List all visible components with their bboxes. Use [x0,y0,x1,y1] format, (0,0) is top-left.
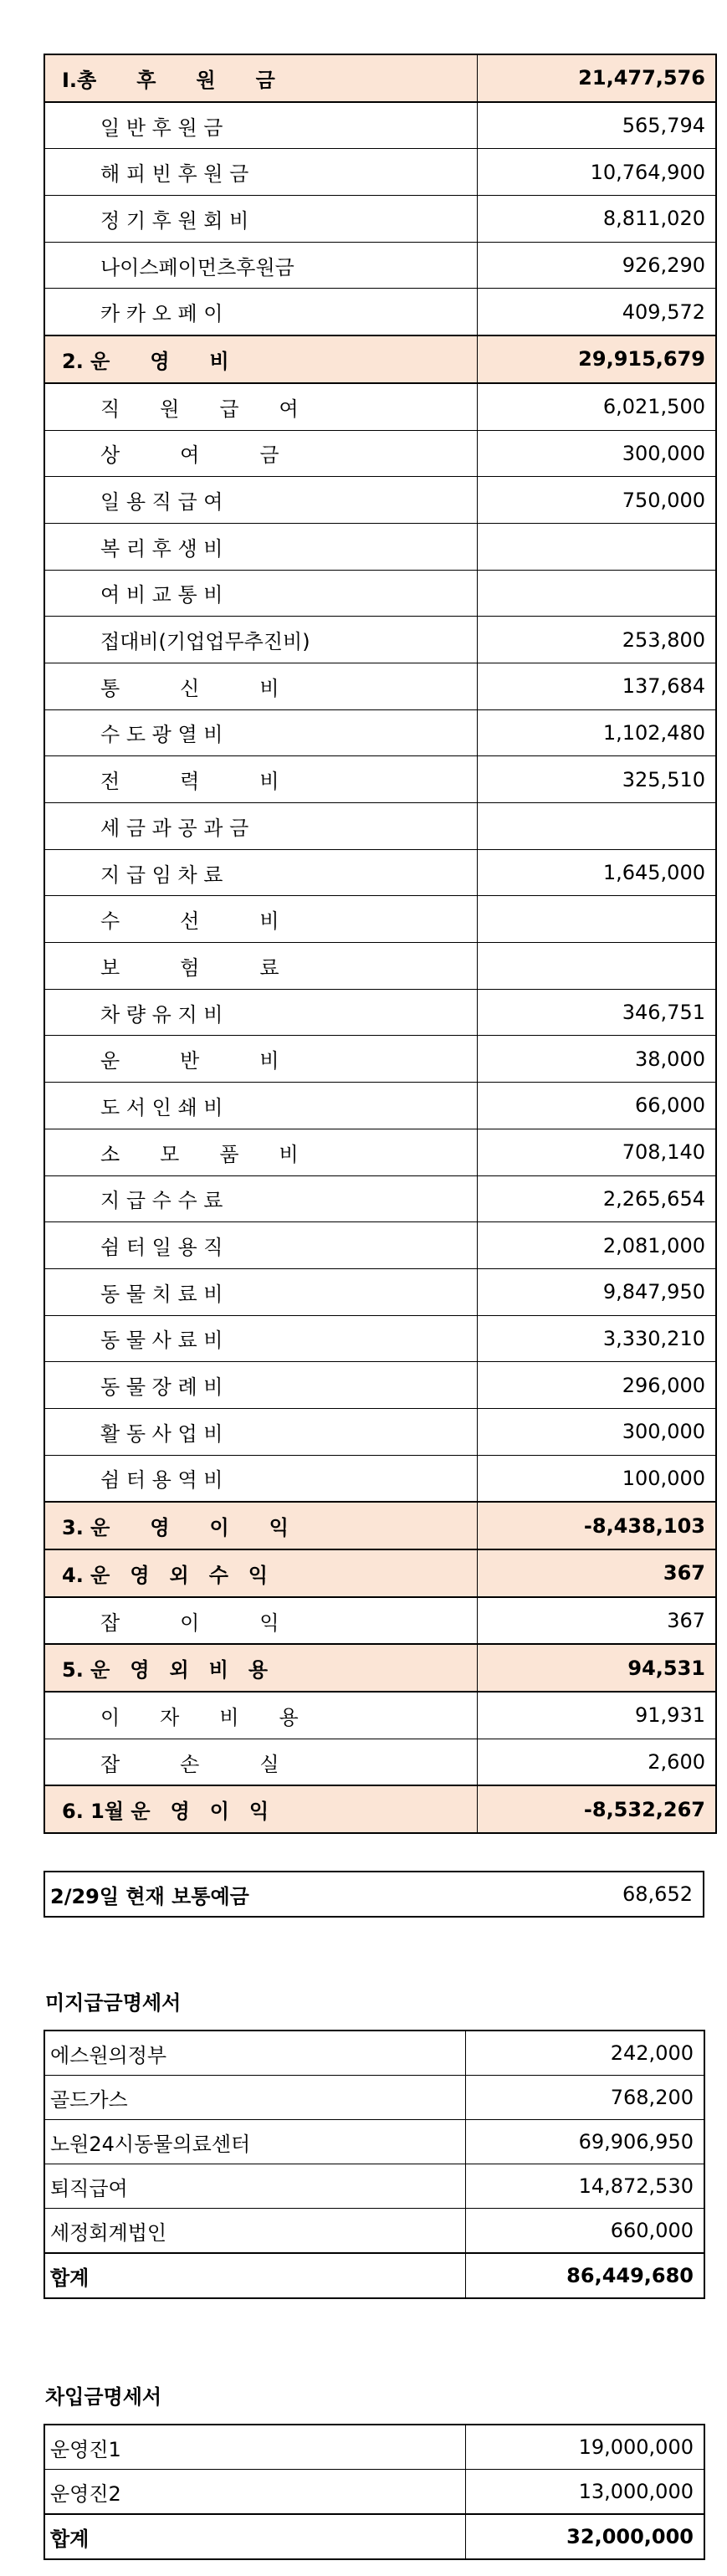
statement-item-row [44,803,716,850]
bank-balance-label: 2/29일 현재 보통예금 [50,1884,249,1908]
statement-section-row-label: 2. 운 영 비 [44,335,478,383]
statement-item-row [44,102,716,149]
statement-item-row-value: 346,751 [478,989,717,1036]
statement-item-row-label: 정 기 후 원 회 비 [44,196,478,243]
statement-item-row [44,663,716,709]
statement-item-row-label: 상 여 금 [44,430,478,477]
statement-item-row-label: 지 급 임 차 료 [44,849,478,896]
statement-item-row-label: 활 동 사 업 비 [44,1408,478,1455]
statement-item-row-value: 100,000 [478,1455,717,1502]
statement-item-row-label: 쉼 터 용 역 비 [44,1455,478,1502]
statement-item-row-value: 367 [478,1597,717,1645]
statement-item-row [44,1315,716,1362]
statement-item-row [44,1129,716,1175]
statement-item-row-label: 운 반 비 [44,1036,478,1083]
payables-row-value: 242,000 [466,2031,705,2076]
statement-item-row [44,242,716,289]
statement-item-row [44,896,716,943]
statement-item-row [44,1175,716,1222]
statement-section-row [44,1549,716,1597]
statement-item-row [44,383,716,430]
statement-item-row [44,1597,716,1645]
loans-row-label: 운영진1 [44,2425,466,2470]
statement-item-row-value: 565,794 [478,102,717,149]
statement-section-row-value: 21,477,576 [478,54,717,102]
payables-total-row [44,2253,704,2298]
statement-item-row [44,1036,716,1083]
payables-row-value: 768,200 [466,2076,705,2120]
statement-item-row-label: 일 반 후 원 금 [44,102,478,149]
statement-item-row-label: 잡 이 익 [44,1597,478,1645]
income-statement-body [44,54,716,1833]
loans-row-value: 19,000,000 [466,2425,705,2470]
statement-item-row-label: 동 물 사 료 비 [44,1315,478,1362]
statement-item-row-value: 1,102,480 [478,709,717,756]
statement-item-row [44,149,716,196]
statement-item-row-value: 10,764,900 [478,149,717,196]
statement-item-row-value [478,570,717,617]
statement-item-row [44,617,716,663]
statement-item-row [44,756,716,803]
statement-section-row [44,1502,716,1549]
loans-row-value: 13,000,000 [466,2470,705,2515]
payables-total-row-value: 86,449,680 [466,2253,705,2298]
statement-item-row-value: 2,600 [478,1739,717,1785]
payables-row-label: 에스원의정부 [44,2031,466,2076]
statement-item-row-label: 차 량 유 지 비 [44,989,478,1036]
statement-item-row-label: 동 물 장 례 비 [44,1362,478,1409]
statement-section-row-label: 4. 운 영 외 수 익 [44,1549,478,1597]
statement-item-row [44,196,716,243]
payables-row [44,2120,704,2164]
statement-item-row-value: 2,081,000 [478,1222,717,1269]
statement-item-row-value [478,523,717,570]
payables-row-label: 퇴직급여 [44,2164,466,2209]
statement-item-row-label: 수 도 광 열 비 [44,709,478,756]
statement-item-row-label: 수 선 비 [44,896,478,943]
statement-item-row-label: 이 자 비 용 [44,1692,478,1739]
loans-total-row-label: 합계 [44,2514,466,2559]
statement-item-row-label: 도 서 인 쇄 비 [44,1083,478,1129]
statement-item-row-value: 137,684 [478,663,717,709]
statement-section-row [44,335,716,383]
statement-item-row [44,523,716,570]
payables-row-value: 660,000 [466,2209,705,2254]
statement-item-row-value [478,803,717,850]
statement-item-row [44,1362,716,1409]
statement-item-row-value: 3,330,210 [478,1315,717,1362]
statement-item-row-label: 일 용 직 급 여 [44,477,478,524]
statement-item-row-label: 여 비 교 통 비 [44,570,478,617]
payables-row-value: 69,906,950 [466,2120,705,2164]
statement-item-row [44,477,716,524]
statement-section-row-value: -8,438,103 [478,1502,717,1549]
payables-row [44,2076,704,2120]
payables-row-label: 세정회계법인 [44,2209,466,2254]
statement-item-row-value: 708,140 [478,1129,717,1175]
payables-table [44,2030,705,2299]
statement-section-row [44,54,716,102]
statement-item-row [44,1268,716,1315]
statement-section-row-label: 3. 운 영 이 익 [44,1502,478,1549]
statement-item-row [44,943,716,990]
statement-item-row [44,1408,716,1455]
payables-title: 미지급금명세서 [45,1991,182,2015]
statement-item-row-value: 325,510 [478,756,717,803]
statement-item-row [44,1222,716,1269]
statement-item-row-value: 6,021,500 [478,383,717,430]
bank-balance-row [44,1872,704,1917]
loans-row [44,2425,704,2470]
statement-item-row-label: 소 모 품 비 [44,1129,478,1175]
statement-item-row-label: 복 리 후 생 비 [44,523,478,570]
payables-row [44,2209,704,2254]
payables-row [44,2031,704,2076]
payables-total-row-label: 합계 [44,2253,466,2298]
statement-item-row [44,989,716,1036]
statement-section-row-value: 29,915,679 [478,335,717,383]
payables-row-label: 골드가스 [44,2076,466,2120]
statement-item-row-label: 쉼 터 일 용 직 [44,1222,478,1269]
statement-item-row-value: 300,000 [478,1408,717,1455]
statement-section-row-value: 367 [478,1549,717,1597]
statement-item-row-value: 91,931 [478,1692,717,1739]
statement-item-row-value: 300,000 [478,430,717,477]
statement-item-row-label: 통 신 비 [44,663,478,709]
statement-section-row-label: Ⅰ.총 후 원 금 [44,54,478,102]
statement-item-row [44,1083,716,1129]
statement-item-row-label: 지 급 수 수 료 [44,1175,478,1222]
statement-item-row-value: 2,265,654 [478,1175,717,1222]
payables-row-label: 노원24시동물의료센터 [44,2120,466,2164]
loans-title: 차입금명세서 [45,2385,162,2409]
loans-total-row-value: 32,000,000 [466,2514,705,2559]
statement-section-row [44,1644,716,1692]
bank-balance-value: 68,652 [622,1882,693,1906]
statement-item-row [44,289,716,335]
statement-item-row-label: 나이스페이먼츠후원금 [44,242,478,289]
statement-section-row-value: -8,532,267 [478,1785,717,1833]
statement-item-row-label: 직 원 급 여 [44,383,478,430]
statement-item-row-value: 296,000 [478,1362,717,1409]
statement-item-row-label: 접대비(기업업무추진비) [44,617,478,663]
payables-body [44,2031,704,2298]
statement-item-row [44,1455,716,1502]
statement-item-row [44,570,716,617]
statement-item-row-value: 38,000 [478,1036,717,1083]
statement-item-row-value [478,943,717,990]
statement-item-row-label: 보 험 료 [44,943,478,990]
loans-total-row [44,2514,704,2559]
statement-item-row-value: 1,645,000 [478,849,717,896]
payables-row [44,2164,704,2209]
statement-item-row-label: 동 물 치 료 비 [44,1268,478,1315]
statement-item-row-value: 66,000 [478,1083,717,1129]
statement-item-row-value [478,896,717,943]
statement-item-row-value: 750,000 [478,477,717,524]
statement-item-row [44,1739,716,1785]
statement-item-row-label: 카 카 오 페 이 [44,289,478,335]
bank-balance-box [44,1871,704,1918]
statement-section-row-label: 6. 1월 운 영 이 익 [44,1785,478,1833]
statement-item-row [44,849,716,896]
payables-row-value: 14,872,530 [466,2164,705,2209]
statement-item-row-value: 926,290 [478,242,717,289]
statement-section-row [44,1785,716,1833]
statement-item-row-value: 409,572 [478,289,717,335]
statement-item-row-label: 해 피 빈 후 원 금 [44,149,478,196]
statement-item-row [44,1692,716,1739]
statement-section-row-label: 5. 운 영 외 비 용 [44,1644,478,1692]
statement-item-row [44,709,716,756]
loans-row-label: 운영진2 [44,2470,466,2515]
statement-item-row-label: 세 금 과 공 과 금 [44,803,478,850]
statement-item-row-value: 8,811,020 [478,196,717,243]
statement-item-row-value: 253,800 [478,617,717,663]
statement-item-row-value: 9,847,950 [478,1268,717,1315]
loans-body [44,2425,704,2559]
statement-item-row-label: 잡 손 실 [44,1739,478,1785]
statement-item-row-label: 전 력 비 [44,756,478,803]
income-statement-table [44,54,717,1834]
statement-section-row-value: 94,531 [478,1644,717,1692]
statement-item-row [44,430,716,477]
loans-table [44,2424,705,2560]
loans-row [44,2470,704,2515]
